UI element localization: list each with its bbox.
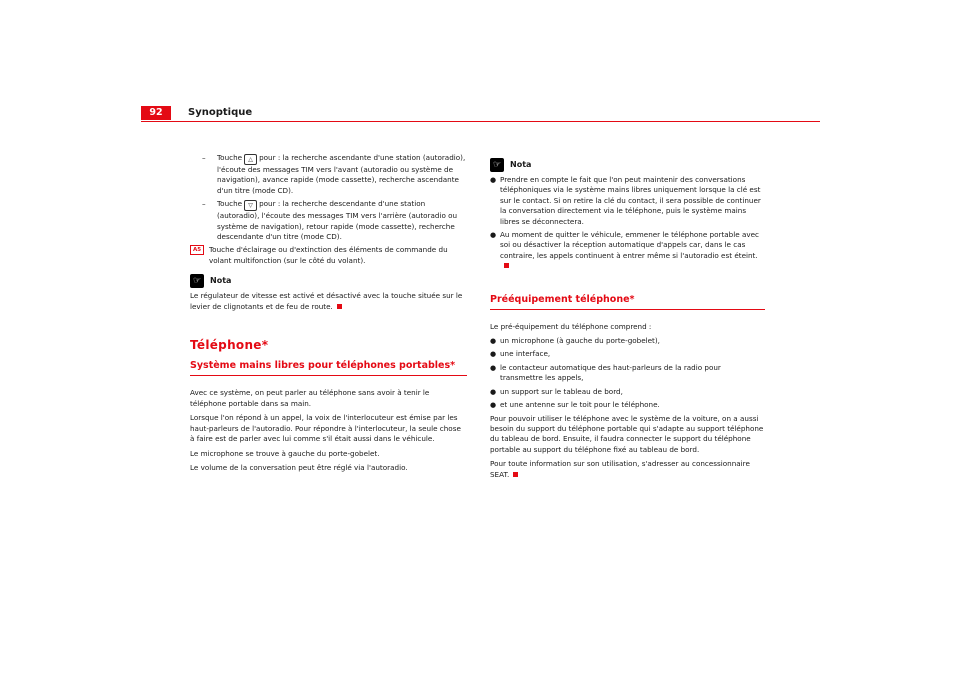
red-square-end-icon [504,263,509,268]
info-hand-icon: ☞ [190,274,204,288]
list-item-text: une interface, [500,349,551,359]
arrow-down-button-icon: ▽ [244,200,257,211]
subsection-title: Prééquipement téléphone* [490,294,765,310]
bullet-icon: ● [490,337,497,346]
nota-bullet-text: Au moment de quitter le véhicule, emmener le téléphone portable avec soi ou désactiver la réception automatique d'appels car, dans le cas contraire, les appels continuent à entrer même si l'autoradio est éteint. [500,230,759,260]
dash-glyph: – [202,153,206,162]
list-item [490,336,765,346]
paragraph: Avec ce système, on peut parler au téléphone sans avoir à tenir le téléphone portable dans sa main. [190,388,430,408]
paragraph: Pour pouvoir utiliser le téléphone avec le système de la voiture, on a aussi besoin du support du téléphone portable qui s'adapte au support téléphone du tableau de bord. Ensuite, il faudra connecter le support du téléphone portable au support du téléphone fixé au tableau de bord. [490,413,764,454]
list-item [490,400,765,410]
dash-item-text: pour : la recherche descendante d'une station (autoradio), l'écoute des messages TIM vers l'arrière (autoradio ou système de navigation), retour rapide (mode cassette), recherche descendante d'un titre (mode CD). [217,199,458,242]
paragraph: Le microphone se trouve à gauche du porte-gobelet. [190,448,380,458]
dash-item-down [198,199,467,242]
dash-item-up [198,153,467,196]
bullet-icon: ● [490,387,497,396]
a5-text: Touche d'éclairage ou d'extinction des éléments de commande du volant multifonction (sur le côté du volant). [209,245,448,265]
header-rule [141,121,820,122]
paragraph [490,459,765,480]
intro-text: Le pré-équipement du téléphone comprend : [490,321,652,331]
list-item-text: un support sur le tableau de bord, [500,386,623,396]
left-column [190,153,467,477]
dash-item-text: pour : la recherche ascendante d'une station (autoradio), l'écoute des messages TIM vers l'avant (autoradio ou système de navigation), avance rapide (mode cassette), recherche ascendante d'un titre (mode CD). [217,153,466,195]
bullet-icon: ● [490,350,497,359]
red-square-end-icon [513,472,518,477]
paragraph: Le volume de la conversation peut être réglé via l'autoradio. [190,462,408,472]
list-item-text: un microphone (à gauche du porte-gobelet), [500,336,660,346]
nota-label: Nota [510,159,532,169]
section-title: Téléphone* [190,338,269,353]
bullet-icon: ● [490,401,497,410]
dash-item-prefix: Touche [217,153,243,162]
nota-bullet-text: Prendre en compte le fait que l'on peut maintenir des conversations téléphoniques via le système mains libres uniquement lorsque la clé est sur le contact. Si on retire la clé du contact, il sera possible de continuer la conversation directement via le téléphone, puis le système mains libres se déconnectera. [500,175,761,226]
bullet-icon: ● [490,363,497,372]
nota-bullet [490,175,765,227]
page-number: 92 [141,106,171,120]
list-item-text: et une antenne sur le toit pour le téléphone. [500,400,660,410]
info-hand-icon: ☞ [490,158,504,172]
red-square-end-icon [337,304,342,309]
nota-label: Nota [210,276,232,286]
nota-heading [490,158,765,172]
list-item [490,363,765,384]
paragraph-text: Pour toute information sur son utilisation, s'adresser au concessionnaire SEAT. [490,459,750,479]
list-item [490,387,765,397]
dash-glyph: – [202,199,206,209]
nota-text [190,291,467,312]
nota-bullet [490,230,765,272]
nota-text-body: Le régulateur de vitesse est activé et désactivé avec la touche située sur le levier de clignotants et de feu de route. [190,291,463,311]
arrow-up-button-icon: △ [244,154,257,165]
a5-badge: A5 [190,245,204,255]
paragraph: Lorsque l'on répond à un appel, la voix de l'interlocuteur est émise par les haut-parleurs de l'autoradio. Pour répondre à l'interlocuteur, la seule chose à faire est de parler avec lui comme s'il était aussi dans le véhicule. [190,413,461,444]
bullet-icon: ● [490,176,497,184]
right-column [490,158,765,484]
list-item [490,349,765,359]
list-item-text: le contacteur automatique des haut-parleurs de la radio pour transmettre les appels, [500,362,721,383]
a5-item [190,245,467,266]
nota-heading [190,274,467,288]
bullet-icon: ● [490,231,497,240]
dash-item-prefix: Touche [217,199,243,209]
page-title: Synoptique [188,107,253,118]
subsection-title: Système mains libres pour téléphones portables* [190,360,467,376]
